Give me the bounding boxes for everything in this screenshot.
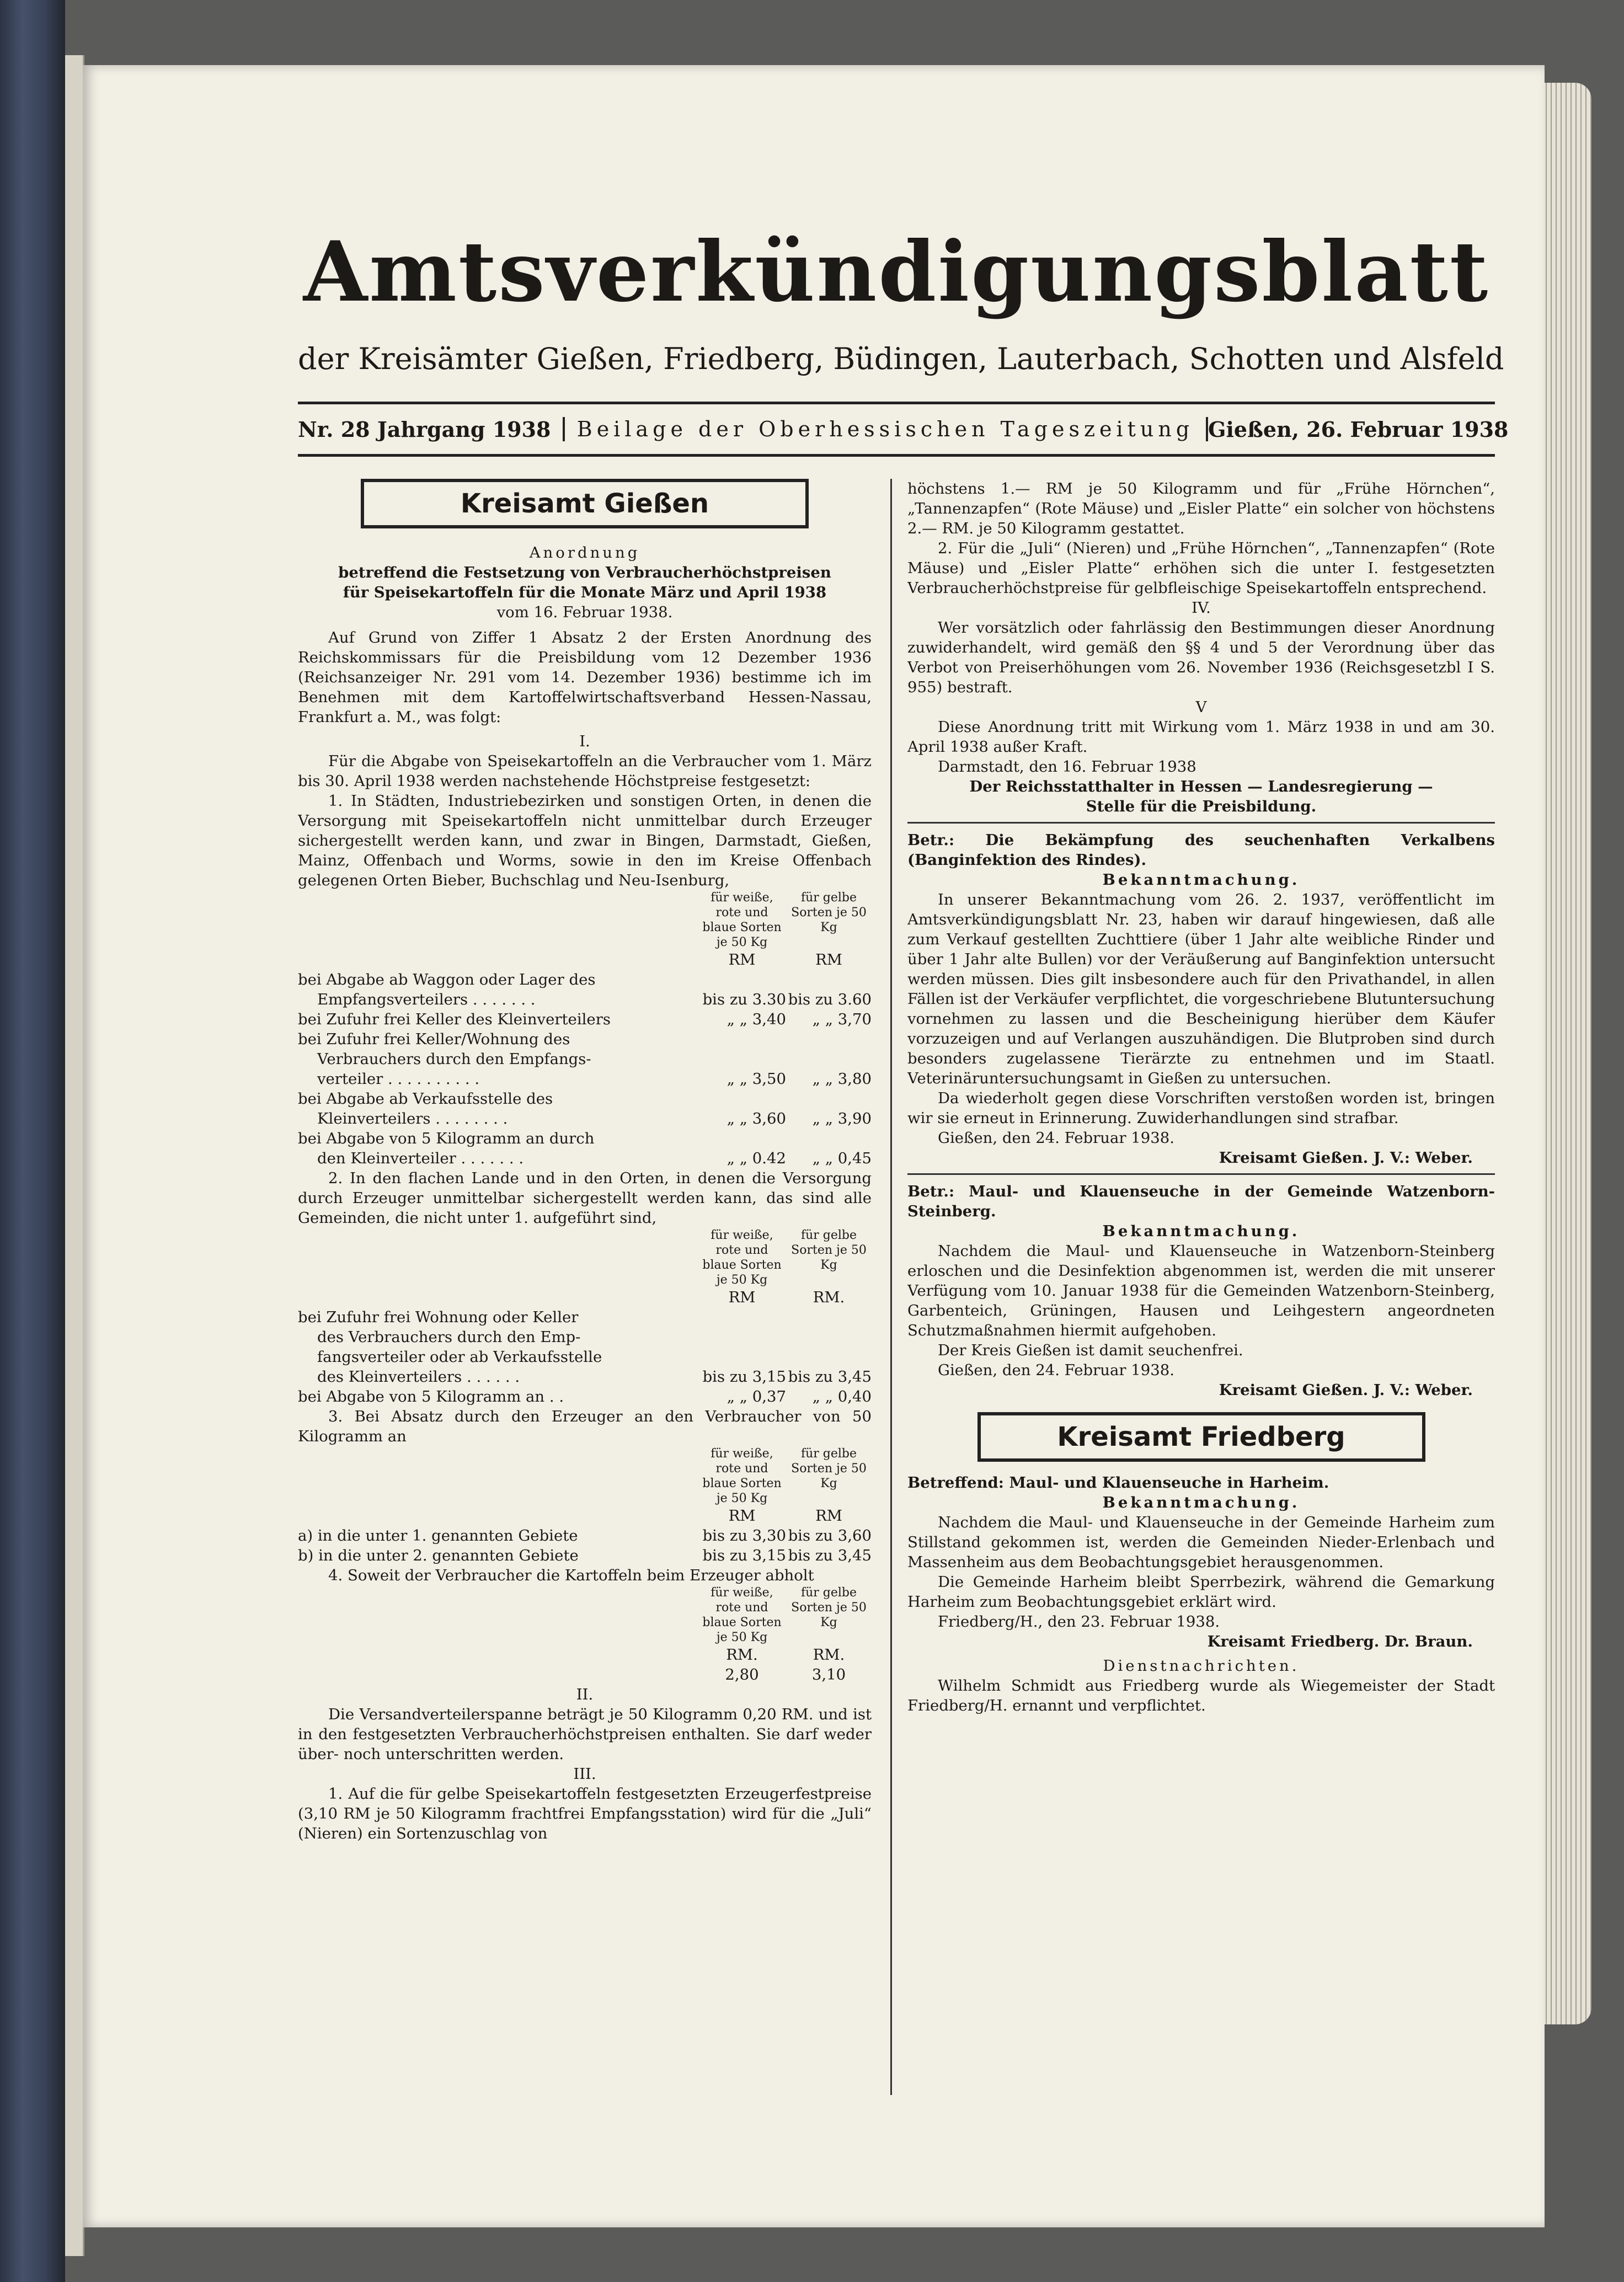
section-5-text: Diese Anordnung tritt mit Wirkung vom 1. März 1938 in und am 30. April 1938 außer Kraft. bbox=[907, 718, 1495, 756]
table-row-label: des Verbrauchers durch den Emp- bbox=[317, 1328, 581, 1346]
place-date: Darmstadt, den 16. Februar 1938 bbox=[938, 758, 1196, 776]
price-table-4 bbox=[298, 1585, 872, 1685]
section-3-item-2: 2. Für die „Juli“ (Nieren) und „Frühe Hörnchen“, „Tannenzapfen“ (Rote Mäuse) und „Eisler Platte“ erhöhen sich die unter I. festgesetzten Verbraucherhöchstpreise für gelbfleischige Speisekartoffeln entsprechend. bbox=[907, 539, 1495, 597]
item-2-text: 2. In den flachen Lande und in den Orten, in denen die Versorgung durch Erzeuger unmittelbar sichergestellt werden kann, das sind alle Gemeinden, die nicht unter 1. aufgeführt sind, bbox=[298, 1169, 872, 1227]
price-yellow: 3,10 bbox=[811, 1666, 846, 1684]
price-yellow: bis zu 3,45 bbox=[788, 1547, 872, 1564]
notice-signature: Kreisamt Friedberg. Dr. Braun. bbox=[1207, 1633, 1473, 1650]
issue-info-bar bbox=[298, 402, 1509, 457]
issue-supplement: Beilage der Oberhessischen Tageszeitung bbox=[563, 417, 1208, 441]
section-2-number: II. bbox=[576, 1686, 594, 1703]
unit-label: RM bbox=[728, 1289, 756, 1306]
issue-number: Nr. 28 Jahrgang 1938 bbox=[298, 416, 551, 442]
unit-label: RM bbox=[728, 1507, 756, 1525]
price-yellow: „ „ 3,70 bbox=[812, 1011, 872, 1028]
price-table-1 bbox=[298, 890, 872, 1168]
price-white: bis zu 3.30 bbox=[702, 991, 786, 1008]
notice-signature: Kreisamt Gießen. J. V.: Weber. bbox=[1219, 1149, 1473, 1167]
previous-page-edge bbox=[65, 55, 84, 2256]
notice-date: Gießen, den 24. Februar 1938. bbox=[938, 1361, 1175, 1379]
table-row-label: bei Abgabe von 5 Kilogramm an durch bbox=[298, 1130, 595, 1147]
price-white: „ „ 0,37 bbox=[726, 1388, 786, 1405]
section-3-number: III. bbox=[573, 1765, 596, 1783]
section-box-friedberg: Kreisamt Friedberg bbox=[977, 1412, 1425, 1462]
unit-label: RM. bbox=[726, 1646, 758, 1664]
price-table-2 bbox=[298, 1228, 872, 1407]
price-yellow: „ „ 3,80 bbox=[812, 1070, 872, 1088]
column-divider bbox=[890, 479, 892, 2095]
notice-signature: Kreisamt Gießen. J. V.: Weber. bbox=[1219, 1381, 1473, 1399]
book-spine bbox=[0, 0, 65, 2282]
table-row-label: den Kleinverteiler . . . . . . . bbox=[317, 1150, 524, 1167]
table-row-label: verteiler . . . . . . . . . . bbox=[317, 1070, 480, 1088]
price-yellow bbox=[786, 1327, 872, 1347]
page-content bbox=[298, 223, 1509, 2112]
table-row-label: bei Abgabe ab Verkaufsstelle des bbox=[298, 1090, 553, 1108]
masthead-title: Amtsverkündigungsblatt bbox=[303, 223, 1490, 320]
ordinance-intro: Auf Grund von Ziffer 1 Absatz 2 der Ersten Anordnung des Reichskommissars für die Preisbildung vom 12 Dezember 1936 (Reichsanzeiger Nr. 291 vom 14. Dezember 1936) bestimme ich im Benehmen mit dem Kartoffelwirtschaftsverband Hessen-Nassau, Frankfurt a. M., was folgt: bbox=[298, 629, 872, 726]
table-row-label: bei Abgabe von 5 Kilogramm an . . bbox=[298, 1388, 564, 1405]
table-row-label: fangsverteiler oder ab Verkaufsstelle bbox=[317, 1348, 602, 1366]
column-header-white: für weiße, rote und blaue Sorten je 50 Kg bbox=[702, 1228, 782, 1287]
price-white: „ „ 0.42 bbox=[726, 1150, 786, 1167]
masthead-subtitle: der Kreisämter Gießen, Friedberg, Büdingen, Lauterbach, Schotten und Alsfeld bbox=[298, 341, 1504, 376]
notice-text: Die Gemeinde Harheim bleibt Sperrbezirk, während die Gemarkung Harheim zum Beobachtungsgebiet erklärt wird. bbox=[907, 1573, 1495, 1611]
subject-line: Betr.: Maul- und Klauenseuche in der Gemeinde Watzenborn-Steinberg. bbox=[907, 1183, 1495, 1220]
section-4-number: IV. bbox=[1192, 599, 1211, 617]
table-row-label: Empfangsverteilers . . . . . . . bbox=[317, 991, 536, 1008]
service-news-text: Wilhelm Schmidt aus Friedberg wurde als Wiegemeister der Stadt Friedberg/H. ernannt und verpflichtet. bbox=[907, 1677, 1495, 1714]
price-white: bis zu 3,15 bbox=[702, 1547, 786, 1564]
notice-title: Bekanntmachung. bbox=[1102, 1222, 1300, 1240]
table-row-label: bei Abgabe ab Waggon oder Lager des bbox=[298, 971, 596, 988]
table-row-label: bei Zufuhr frei Keller des Kleinverteilers bbox=[298, 1011, 611, 1028]
right-column bbox=[907, 479, 1495, 2101]
table-row-label: bei Zufuhr frei Wohnung oder Keller bbox=[298, 1308, 579, 1326]
notice-date: Gießen, den 24. Februar 1938. bbox=[938, 1129, 1175, 1147]
service-news-title: Dienstnachrichten. bbox=[1103, 1657, 1300, 1675]
ordinance-heading: Anordnung bbox=[529, 544, 640, 562]
price-yellow bbox=[786, 1129, 872, 1148]
price-white bbox=[698, 1307, 786, 1327]
notice-title: Bekanntmachung. bbox=[1102, 1494, 1300, 1511]
price-white bbox=[698, 1089, 786, 1109]
notice-date: Friedberg/H., den 23. Februar 1938. bbox=[938, 1613, 1220, 1631]
column-header-yellow: für gelbe Sorten je 50 Kg bbox=[791, 1447, 867, 1490]
price-yellow bbox=[786, 1029, 872, 1049]
price-yellow: bis zu 3,45 bbox=[788, 1368, 872, 1386]
notice-text: Nachdem die Maul- und Klauenseuche in Watzenborn-Steinberg erloschen und die Desinfektion abgenommen ist, werden die mit unserer Verfügung vom 10. Januar 1938 für die Gemeinden Watzenborn-Steinberg, Garbenteich, Grüningen, Hausen und Leihgestern angeordneten Schutzmaßnahmen hiermit aufgehoben. bbox=[907, 1242, 1495, 1339]
table-row-label: Kleinverteilers . . . . . . . . bbox=[317, 1110, 508, 1127]
section-5-number: V bbox=[1195, 698, 1207, 716]
price-white bbox=[698, 1049, 786, 1069]
issue-date: Gießen, 26. Februar 1938 bbox=[1208, 416, 1509, 442]
authority-line-1: Der Reichsstatthalter in Hessen — Landesregierung — bbox=[969, 778, 1433, 795]
item-4-text: 4. Soweit der Verbraucher die Kartoffeln beim Erzeuger abholt bbox=[328, 1567, 814, 1584]
price-white bbox=[698, 1347, 786, 1367]
price-yellow bbox=[786, 1307, 872, 1327]
column-header-yellow: für gelbe Sorten je 50 Kg bbox=[791, 1228, 867, 1272]
subject-line: Betr.: Die Bekämpfung des seuchenhaften Verkalbens (Banginfektion des Rindes). bbox=[907, 831, 1495, 869]
section-box-giessen: Kreisamt Gießen bbox=[361, 479, 809, 528]
price-white bbox=[698, 1129, 786, 1148]
separator bbox=[907, 1173, 1495, 1175]
notice-text: Der Kreis Gießen ist damit seuchenfrei. bbox=[938, 1342, 1243, 1359]
unit-label: RM bbox=[728, 951, 756, 969]
unit-label: RM bbox=[815, 951, 842, 969]
price-yellow: „ „ 3,90 bbox=[812, 1110, 872, 1127]
item-1-text: 1. In Städten, Industriebezirken und sonstigen Orten, in denen die Versorgung mit Speisekartoffeln nicht unmittelbar durch Erzeuger sichergestellt werden kann, und zwar in Bingen, Darmstadt, Gießen, Mainz, Offenbach und Worms, sowie in den im Kreise Offenbach gelegenen Orten Bieber, Buchschlag und Neu-Isenburg, bbox=[298, 792, 872, 889]
table-row-label: des Kleinverteilers . . . . . . bbox=[317, 1368, 520, 1386]
price-yellow bbox=[786, 1089, 872, 1109]
price-yellow: bis zu 3,60 bbox=[788, 1527, 872, 1545]
price-white bbox=[698, 1327, 786, 1347]
authority-line-2: Stelle für die Preisbildung. bbox=[1086, 798, 1317, 815]
column-header-white: für weiße, rote und blaue Sorten je 50 Kg bbox=[702, 891, 782, 949]
price-white: 2,80 bbox=[725, 1666, 759, 1684]
notice-text: In unserer Bekanntmachung vom 26. 2. 1937, veröffentlicht im Amtsverkündigungsblatt Nr. 23, haben wir darauf hingewiesen, daß alle zum Verkauf gestellten Zuchttiere (über 1 Jahr alte weibliche Rinder und über 1 Jahr alte Bullen) vor der Veräußerung auf Banginfektion untersucht werden müssen. Dies gilt insbesondere auch für den Privathandel, in allen Fällen ist der Verkäufer verpflichtet, die vorgeschriebene Blutuntersuchung vornehmen zu lassen und die Bescheinigung hierüber dem Käufer vorzuzeigen und auf Verlangen auszuhändigen. Die Blutproben sind durch besonders zugelassene Tierärzte zu entnehmen und im Staatl. Veterinäruntersuchungsamt in Gießen zu untersuchen. bbox=[907, 891, 1495, 1087]
price-white: „ „ 3,60 bbox=[726, 1110, 786, 1127]
subject-line: Betreffend: Maul- und Klauenseuche in Harheim. bbox=[907, 1474, 1329, 1492]
price-white bbox=[698, 1029, 786, 1049]
price-white: bis zu 3,30 bbox=[702, 1527, 786, 1545]
column-header-white: für weiße, rote und blaue Sorten je 50 Kg bbox=[702, 1586, 782, 1644]
ordinance-subheading-1: betreffend die Festsetzung von Verbraucherhöchstpreisen bbox=[338, 564, 831, 581]
price-yellow bbox=[786, 970, 872, 990]
price-yellow bbox=[786, 1049, 872, 1069]
column-header-yellow: für gelbe Sorten je 50 Kg bbox=[791, 1586, 867, 1629]
continued-text: höchstens 1.— RM je 50 Kilogramm und für „Frühe Hörnchen“, „Tannenzapfen“ (Rote Mäuse) und „Eisler Platte“ ein solcher von höchstens 2.— RM. je 50 Kilogramm gestattet. bbox=[907, 480, 1495, 537]
unit-label: RM. bbox=[813, 1646, 845, 1664]
column-header-yellow: für gelbe Sorten je 50 Kg bbox=[791, 891, 867, 934]
price-white bbox=[698, 970, 786, 990]
table-row-label: Verbrauchers durch den Empfangs- bbox=[317, 1050, 591, 1068]
newspaper-page bbox=[83, 65, 1545, 2227]
page-stack-edges bbox=[1542, 83, 1591, 2024]
section-2-text: Die Versandverteilerspanne beträgt je 50 Kilogramm 0,20 RM. und ist in den festgesetzten Verbraucherhöchstpreisen enthalten. Sie darf weder über- noch unterschritten werden. bbox=[298, 1706, 872, 1763]
price-yellow: bis zu 3.60 bbox=[788, 991, 872, 1008]
unit-label: RM bbox=[815, 1507, 842, 1525]
price-table-3 bbox=[298, 1446, 872, 1565]
notice-text: Da wiederholt gegen diese Vorschriften verstoßen worden ist, bringen wir sie erneut in Erinnerung. Zuwiderhandlungen sind strafbar. bbox=[907, 1089, 1495, 1127]
table-row-label: bei Zufuhr frei Keller/Wohnung des bbox=[298, 1030, 570, 1048]
notice-text: Nachdem die Maul- und Klauenseuche in der Gemeinde Harheim zum Stillstand gekommen ist, werden die Gemeinden Nieder-Erlenbach und Massenheim aus dem Beobachtungsgebiet herausgenommen. bbox=[907, 1514, 1495, 1571]
unit-label: RM. bbox=[813, 1289, 845, 1306]
price-yellow: „ „ 0,45 bbox=[812, 1150, 872, 1167]
table-row-label: b) in die unter 2. genannten Gebiete bbox=[298, 1547, 579, 1564]
ordinance-date: vom 16. Februar 1938. bbox=[496, 603, 673, 621]
column-header-white: für weiße, rote und blaue Sorten je 50 Kg bbox=[702, 1447, 782, 1505]
price-yellow bbox=[786, 1347, 872, 1367]
price-white: „ „ 3,50 bbox=[726, 1070, 786, 1088]
section-1-number: I. bbox=[579, 733, 590, 750]
price-white: „ „ 3,40 bbox=[726, 1011, 786, 1028]
section-1-text: Für die Abgabe von Speisekartoffeln an die Verbraucher vom 1. März bis 30. April 1938 werden nachstehende Höchstpreise festgesetzt: bbox=[298, 752, 872, 790]
table-row-label: a) in die unter 1. genannten Gebiete bbox=[298, 1527, 578, 1545]
section-3-text: 1. Auf die für gelbe Speisekartoffeln festgesetzten Erzeugerfestpreise (3,10 RM je 50 Kilogramm frachtfrei Empfangsstation) wird für die „Juli“ (Nieren) ein Sortenzuschlag von bbox=[298, 1785, 872, 1842]
price-white: bis zu 3,15 bbox=[702, 1368, 786, 1386]
ordinance-subheading-2: für Speisekartoffeln für die Monate März und April 1938 bbox=[343, 584, 827, 601]
item-3-text: 3. Bei Absatz durch den Erzeuger an den Verbraucher von 50 Kilogramm an bbox=[298, 1408, 872, 1445]
section-4-text: Wer vorsätzlich oder fahrlässig den Bestimmungen dieser Anordnung zuwiderhandelt, wird gemäß den §§ 4 und 5 der Verordnung über das Verbot von Preiserhöhungen vom 26. November 1936 (Reichsgesetzbl I S. 955) bestraft. bbox=[907, 619, 1495, 696]
separator bbox=[907, 822, 1495, 824]
notice-title: Bekanntmachung. bbox=[1102, 871, 1300, 889]
left-column bbox=[298, 479, 872, 2101]
price-yellow: „ „ 0,40 bbox=[812, 1388, 872, 1405]
